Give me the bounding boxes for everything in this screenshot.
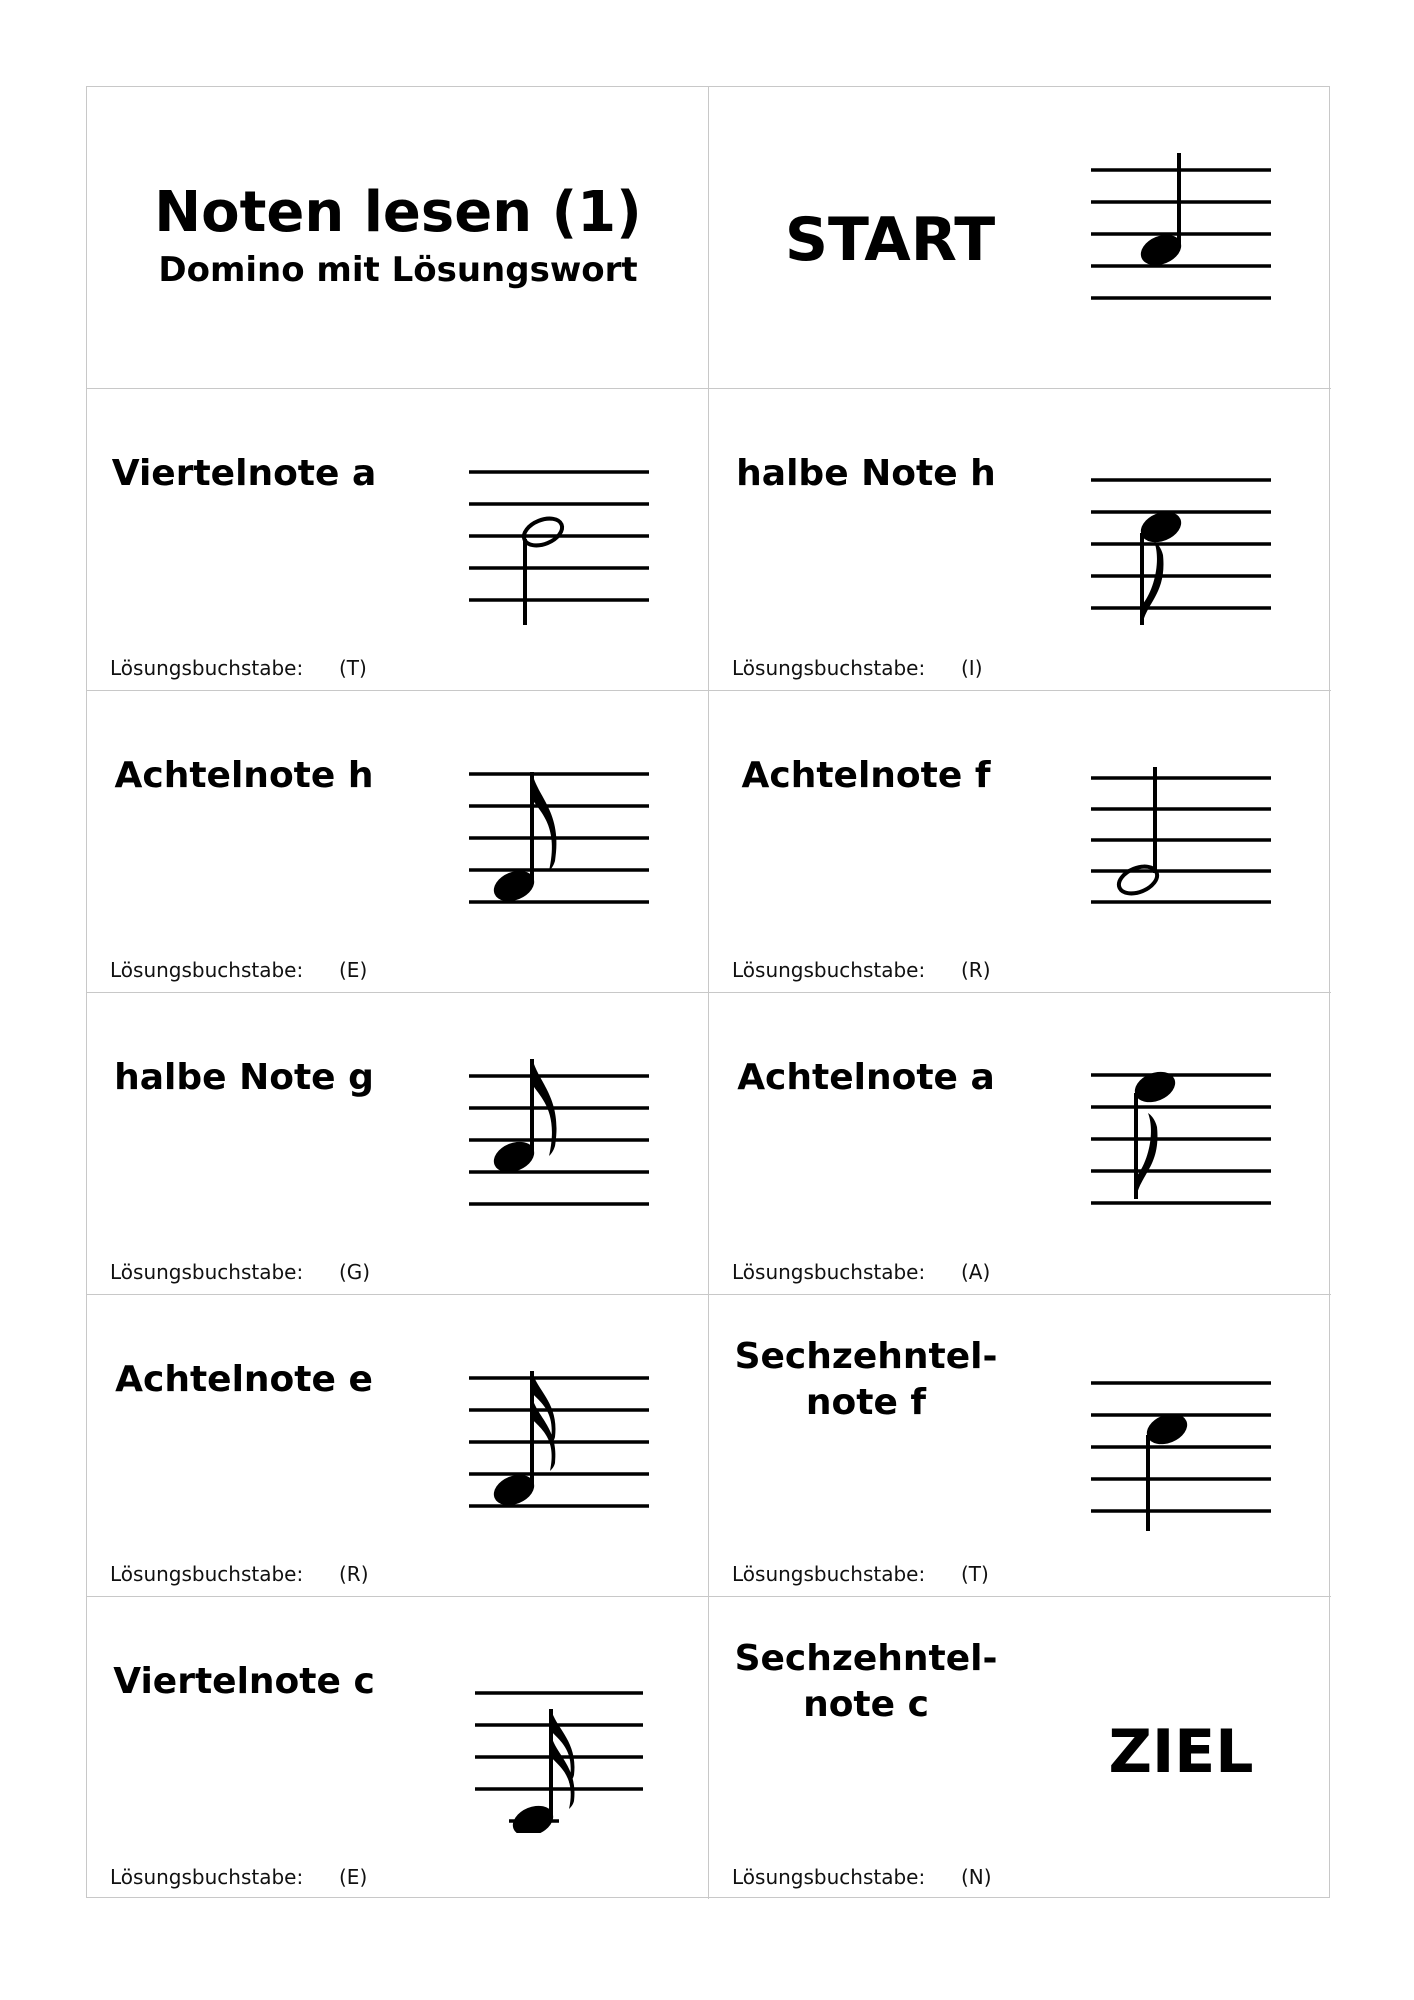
solution-letter: (T) [961,1562,989,1586]
page-title: Noten lesen (1) [154,180,642,245]
card-label: halbe Note h [736,453,996,494]
ziel-label: ZIEL [1108,1717,1254,1787]
domino-sheet [86,86,1330,1898]
solution-letter-label: Lösungsbuchstabe: [732,1865,926,1889]
solution-letter-label: Lösungsbuchstabe: [732,1260,926,1284]
title-card [87,87,709,389]
solution-letter-row [732,1260,990,1284]
card-label: Achtelnote h [114,755,374,796]
domino-card [709,691,1331,993]
solution-letter-row [732,656,983,680]
solution-letter: (R) [961,958,991,982]
card-label: Achtelnote f [741,755,991,796]
domino-card [709,1295,1331,1597]
solution-letter-label: Lösungsbuchstabe: [110,1865,304,1889]
solution-letter-label: Lösungsbuchstabe: [732,958,926,982]
solution-letter: (A) [961,1260,991,1284]
domino-card [709,993,1331,1295]
eighth-note-icon [459,757,659,927]
card-label: Achtelnote e [115,1359,373,1400]
card-label: Viertelnote c [113,1661,375,1702]
solution-letter: (T) [339,656,367,680]
solution-letter-row [110,656,367,680]
solution-letter-label: Lösungsbuchstabe: [110,1562,304,1586]
solution-letter-row [732,1865,992,1889]
eighth-note-icon [1081,455,1281,625]
page-subtitle: Domino mit Lösungswort [158,250,638,290]
solution-letter: (E) [339,1865,368,1889]
solution-letter-row [110,1562,369,1586]
eighth-note-icon [459,1059,659,1229]
solution-letter-label: Lösungsbuchstabe: [110,1260,304,1284]
solution-letter-row [110,1260,370,1284]
card-label: Sechzehntel- note f [734,1336,998,1423]
quarter-note-icon [1081,1361,1281,1531]
sixteenth-note-icon [459,1361,659,1531]
solution-letter-row [732,1562,989,1586]
solution-letter-label: Lösungsbuchstabe: [732,1562,926,1586]
solution-letter-row [732,958,991,982]
solution-letter: (I) [961,656,983,680]
solution-letter: (R) [339,1562,369,1586]
domino-card [87,389,709,691]
solution-letter-label: Lösungsbuchstabe: [110,656,304,680]
sixteenth-note-icon [459,1663,659,1833]
solution-letter-row [110,958,367,982]
card-label: Sechzehntel- note c [734,1638,998,1725]
half-note-icon [1081,757,1281,927]
eighth-note-icon [1081,1059,1281,1229]
start-label: START [784,205,996,275]
quarter-note-icon [1081,153,1281,323]
card-label: halbe Note g [114,1057,374,1098]
solution-letter: (E) [339,958,368,982]
domino-card [709,389,1331,691]
domino-card [87,1597,709,1899]
solution-letter-label: Lösungsbuchstabe: [110,958,304,982]
domino-card [87,691,709,993]
domino-card [87,993,709,1295]
solution-letter: (G) [339,1260,371,1284]
solution-letter: (N) [961,1865,992,1889]
card-label: Viertelnote a [111,453,377,494]
domino-card [87,1295,709,1597]
domino-card [709,1597,1331,1899]
half-note-icon [459,455,659,625]
solution-letter-label: Lösungsbuchstabe: [732,656,926,680]
start-card [709,87,1331,389]
card-label: Achtelnote a [737,1057,995,1098]
solution-letter-row [110,1865,367,1889]
